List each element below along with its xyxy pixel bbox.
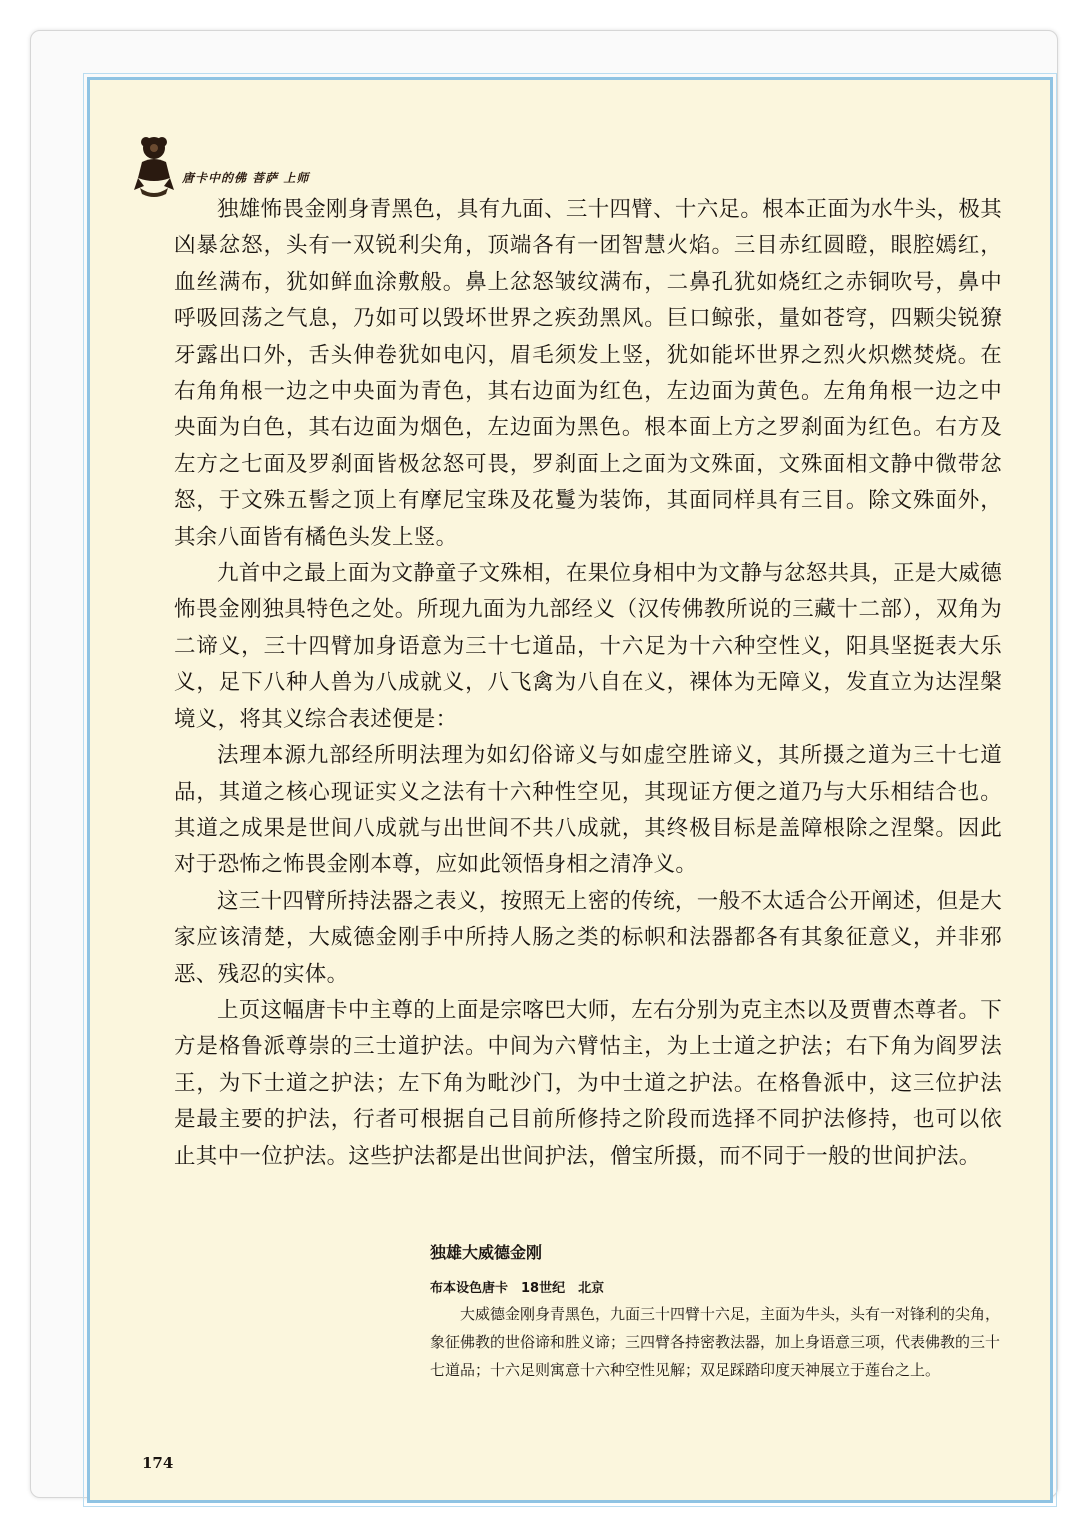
book-page <box>87 77 1053 1503</box>
page-number: 174 <box>142 1454 174 1472</box>
caption-title: 独雄大威德金刚 <box>430 1243 543 1262</box>
running-title: 唐卡中的佛 菩萨 上师 <box>182 170 310 185</box>
paragraph: 独雄怖畏金刚身青黑色，具有九面、三十四臂、十六足。根本正面为水牛头，极其凶暴忿怒，头有一双锐利尖角，顶端各有一团智慧火焰。三目赤红圆瞪，眼腔嫣红，血丝满布，犹如鲜血涂敷般。鼻上忿怒皱纹满布，二鼻孔犹如烧红之赤铜吹号，鼻中呼吸回荡之气息，乃如可以毁坏世界之疾劲黑风。巨口鲸张，量如苍穹，四颗尖锐獠牙露出口外，舌头伸卷犹如电闪，眉毛须发上竖，犹如能坏世界之烈火炽燃焚烧。在右角角根一边之中央面为青色，其右边面为红色，左边面为黄色。左角角根一边之中央面为白色，其右边面为烟色，左边面为黑色。根本面上方之罗刹面为红色。右方及左方之七面及罗刹面皆极忿怒可畏，罗刹面上之面为文殊面，文殊面相文静中微带忿怒，于文殊五髻之顶上有摩尼宝珠及花鬘为装饰，其面同样具有三目。除文殊面外，其余八面皆有橘色头发上竖。 <box>174 197 1002 550</box>
deity-figure-icon <box>132 132 176 202</box>
outer-frame <box>30 30 1058 1498</box>
figure-caption <box>430 1240 1000 1384</box>
body-text <box>174 192 1002 1175</box>
caption-text: 大威德金刚身青黑色，九面三十四臂十六足，主面为牛头，头有一对锋利的尖角，象征佛教的世俗谛和胜义谛；三四臂各持密教法器，加上身语意三项，代表佛教的三十七道品；十六足则寓意十六种空性见解；双足踩踏印度天神展立于莲台之上。 <box>430 1305 1001 1379</box>
caption-subtitle: 布本设色唐卡 18世纪 北京 <box>430 1281 605 1296</box>
paragraph: 这三十四臂所持法器之表义，按照无上密的传统，一般不太适合公开阐述，但是大家应该清楚，大威德金刚手中所持人肠之类的标帜和法器都各有其象征意义，并非邪恶、残忍的实体。 <box>174 888 1002 987</box>
paragraph: 法理本源九部经所明法理为如幻俗谛义与如虚空胜谛义，其所摄之道为三十七道品，其道之核心现证实义之法有十六种性空见，其现证方便之道乃与大乐相结合也。其道之成果是世间八成就与出世间不共八成就，其终极目标是盖障根除之涅槃。因此对于恐怖之怖畏金刚本尊，应如此领悟身相之清净义。 <box>174 743 1002 878</box>
paragraph: 九首中之最上面为文静童子文殊相，在果位身相中为文静与忿怒共具，正是大威德怖畏金刚独具特色之处。所现九面为九部经义（汉传佛教所说的三藏十二部），双角为二谛义，三十四臂加身语意为三十七道品，十六足为十六种空性义，阳具坚挺表大乐义，足下八种人兽为八成就义，八飞禽为八自在义，裸体为无障义，发直立为达涅槃境义，将其义综合表述便是： <box>174 561 1002 732</box>
paragraph: 上页这幅唐卡中主尊的上面是宗喀巴大师，左右分别为克主杰以及贾曹杰尊者。下方是格鲁派尊崇的三士道护法。中间为六臂怙主，为上士道之护法；右下角为阎罗法王，为下士道之护法；左下角为毗沙门，为中士道之护法。在格鲁派中，这三位护法是最主要的护法，行者可根据自己目前所修持之阶段而选择不同护法修持，也可以依止其中一位护法。这些护法都是出世间护法，僧宝所摄，而不同于一般的世间护法。 <box>174 997 1002 1169</box>
